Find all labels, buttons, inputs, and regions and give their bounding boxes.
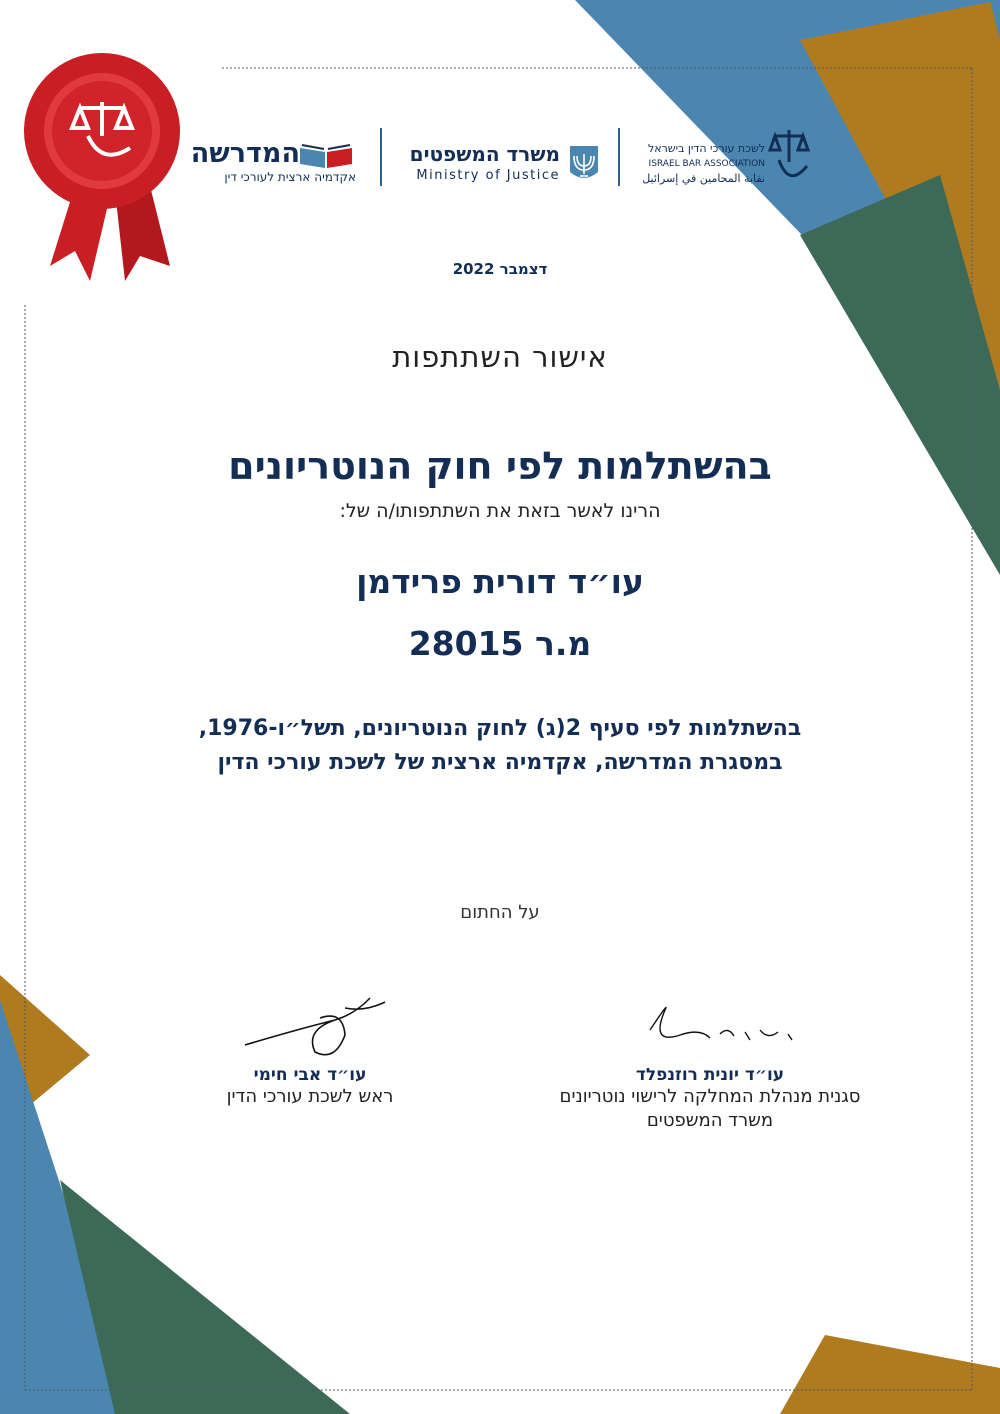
signatory-organization: משרד המשפטים (646, 1110, 774, 1131)
signature-scribble (225, 990, 395, 1065)
description-line-1: בהשתלמות לפי סעיף 2(ג) לחוק הנוטריונים, תשל״ו-1976, (198, 716, 802, 741)
ministry-name-en: Ministry of Justice (416, 168, 560, 183)
bar-association-ar: نقابة المحامين في إسرائيل (642, 172, 765, 185)
signatory-role: סגנית מנהלת המחלקה לרישוי נוטריונים (559, 1086, 861, 1107)
signatory-name: עו״ד יונית רוזנפלד (635, 1065, 785, 1085)
logos-row (190, 120, 810, 200)
scales-letter-icon (767, 126, 811, 188)
ministry-logo (395, 120, 605, 200)
intro-text: הרינו לאשר בזאת את השתתפותו/ה של: (339, 500, 661, 522)
hamidrasha-subtitle: אקדמיה ארצית לעורכי דין (224, 170, 356, 184)
course-description (0, 712, 1000, 780)
course-title: בהשתלמות לפי חוק הנוטריונים (228, 444, 772, 488)
hamidrasha-name: המדרשה (190, 138, 300, 169)
wax-seal (20, 36, 190, 290)
logo-separator (618, 128, 620, 186)
signatory-left (190, 990, 430, 1109)
menorah-emblem-icon (567, 144, 601, 184)
signatory-right (520, 990, 900, 1133)
bar-association-en: ISRAEL BAR ASSOCIATION (648, 159, 765, 169)
license-number: מ.ר 28015 (408, 624, 592, 663)
recipient-name: עו״ד דורית פרידמן (356, 562, 644, 601)
description-line-2: במסגרת המדרשה, אקדמיה ארצית של לשכת עורכי הדין (217, 750, 783, 775)
open-book-icon (298, 142, 354, 172)
wax-seal-icon (20, 36, 190, 286)
bar-association-logo (635, 120, 810, 200)
signed-label: על החתום (460, 902, 540, 923)
signature-scribble (610, 990, 810, 1065)
gold-shape-bottom-right (780, 1335, 1000, 1414)
hamidrasha-logo (190, 120, 360, 200)
ministry-name-he: משרד המשפטים (409, 142, 560, 166)
signatory-role: ראש לשכת עורכי הדין (226, 1086, 394, 1107)
signatory-name: עו״ד אבי חימי (253, 1065, 367, 1085)
certificate-date: דצמבר 2022 (452, 260, 548, 278)
logo-separator (380, 128, 382, 186)
certificate-type: אישור השתתפות (392, 340, 608, 374)
bar-association-he: לשכת עורכי הדין בישראל (647, 142, 765, 155)
